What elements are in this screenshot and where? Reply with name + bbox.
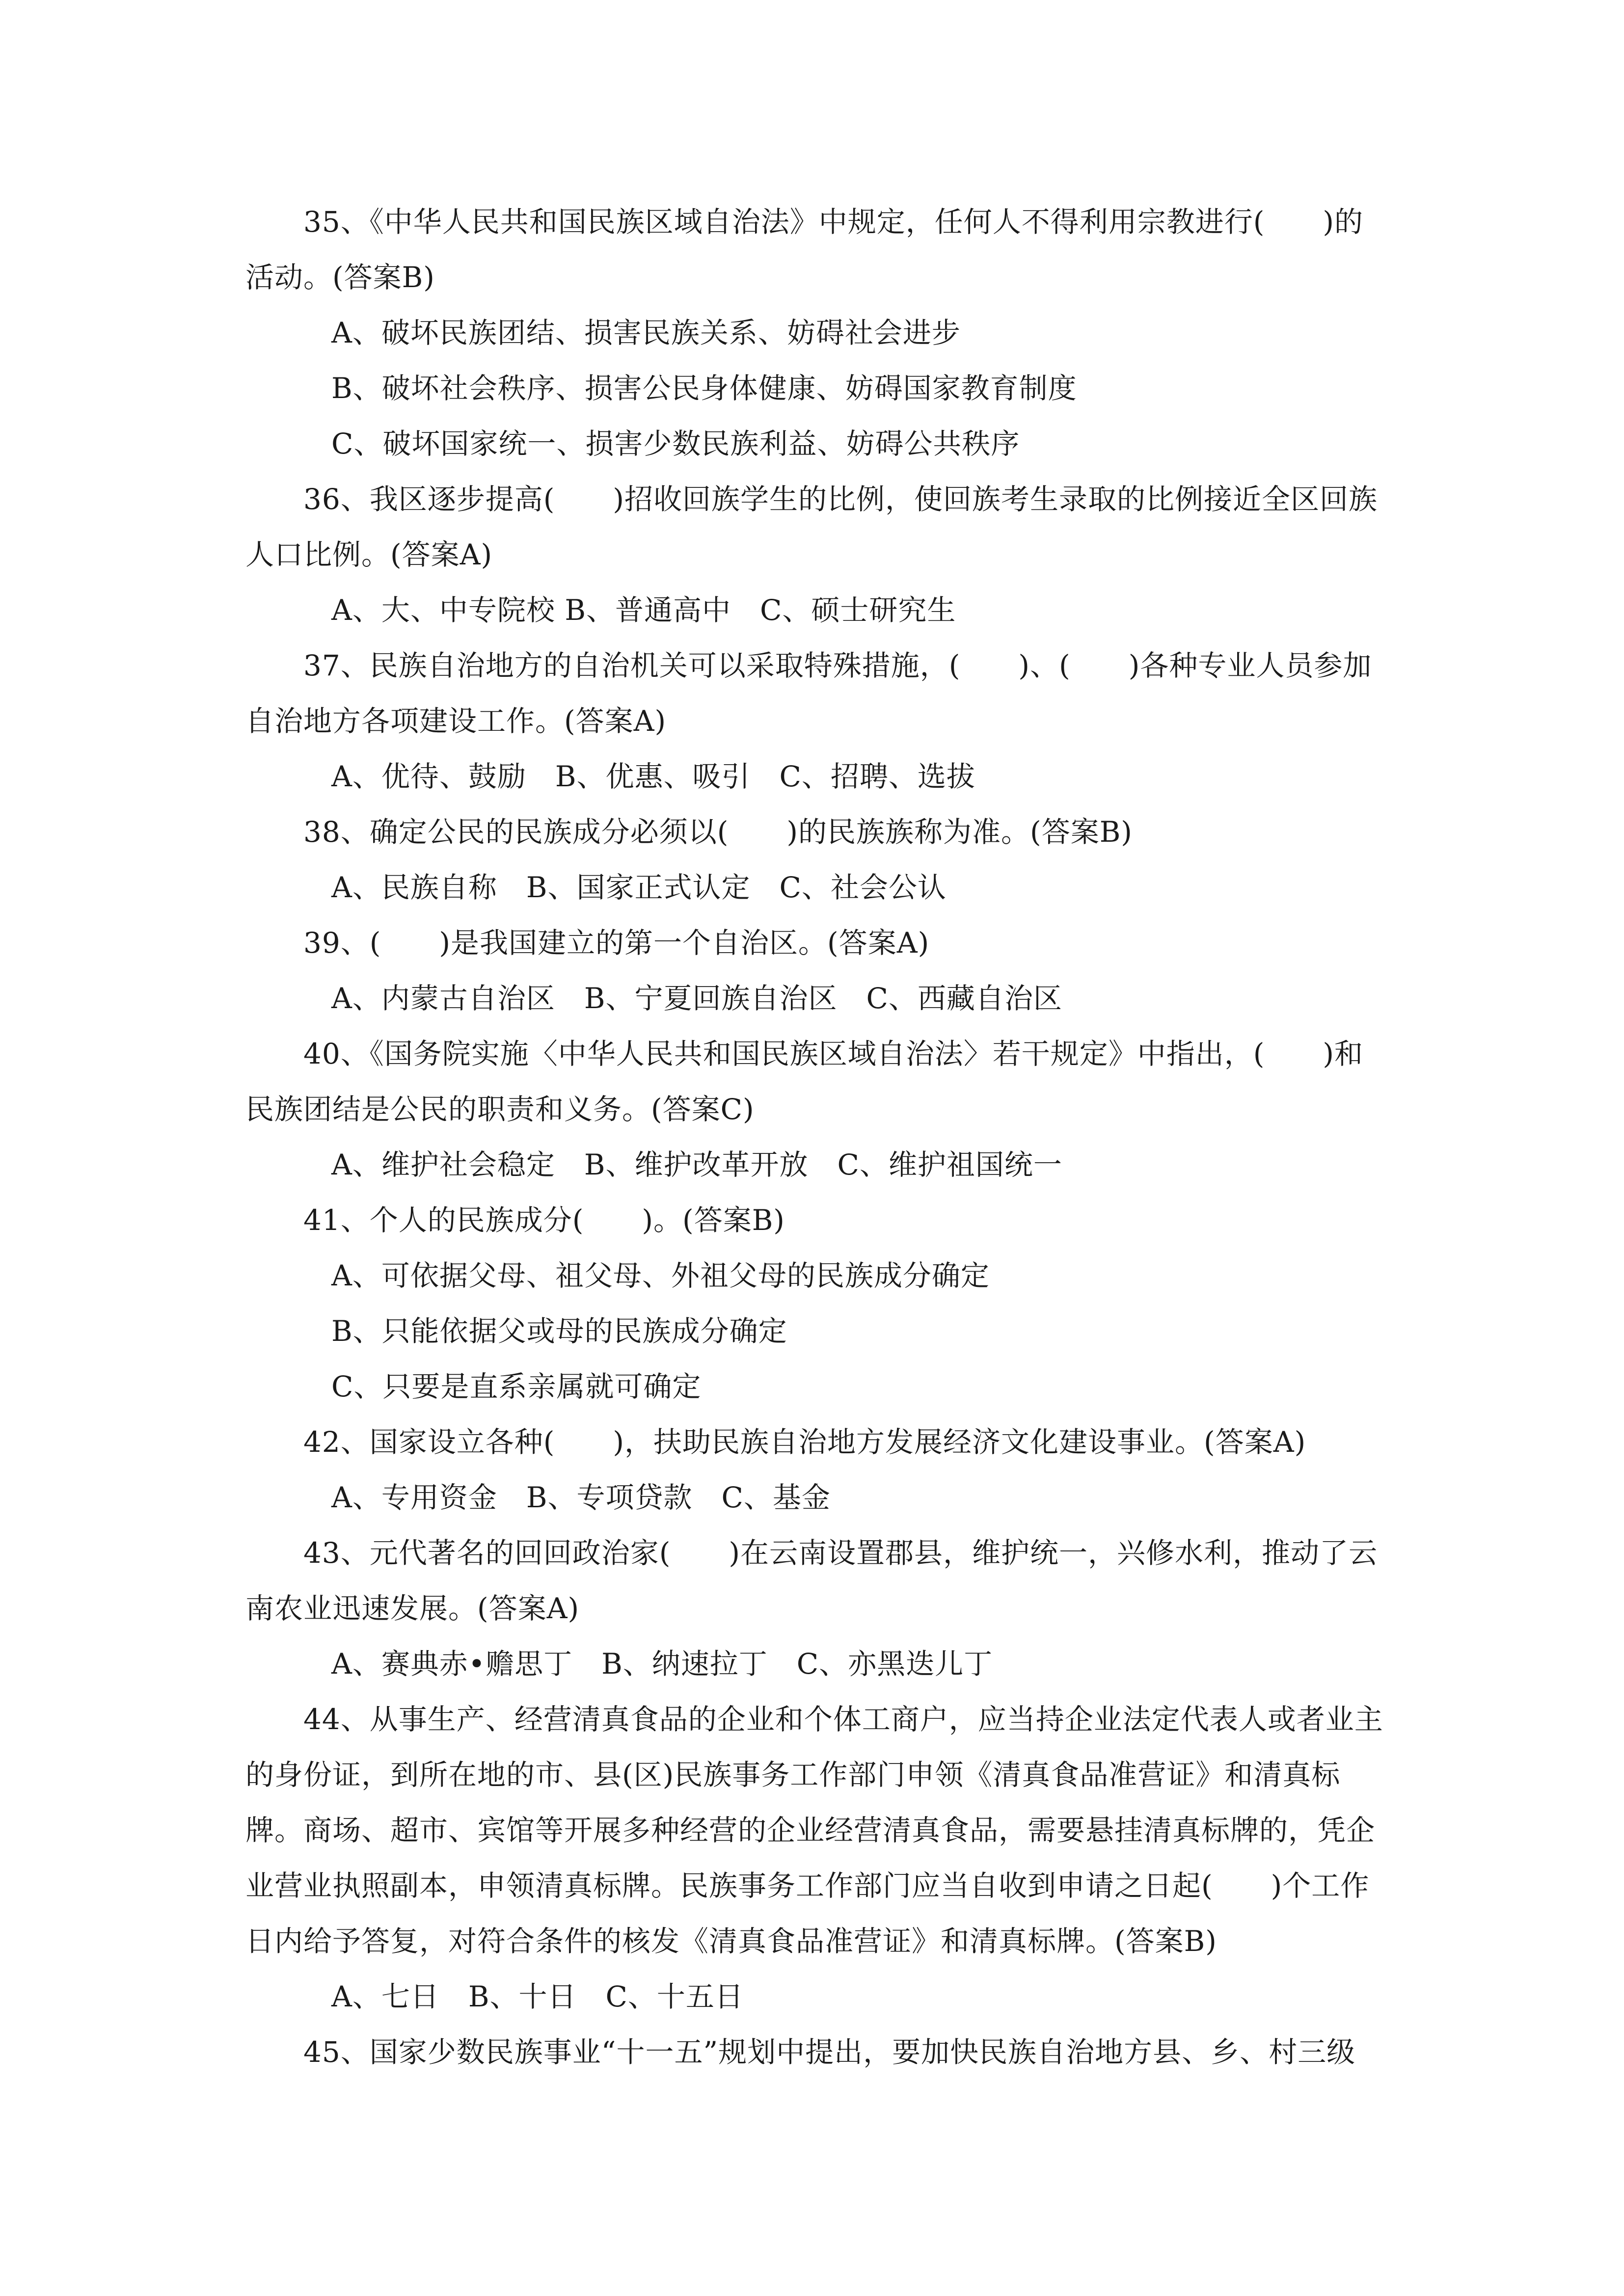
options-44: A、七日 B、十日 C、十五日	[331, 1980, 744, 2013]
option-41-c: C、只要是直系亲属就可确定	[331, 1370, 702, 1403]
options-40: A、维护社会稳定 B、维护改革开放 C、维护祖国统一	[331, 1148, 1062, 1181]
options-36: A、大、中专院校 B、普通高中 C、硕士研究生	[331, 593, 956, 627]
question-42: 42、国家设立各种( )，扶助民族自治地方发展经济文化建设事业。(答案A)	[303, 1425, 1306, 1459]
question-38: 38、确定公民的民族成分必须以( )的民族族称为准。(答案B)	[303, 815, 1133, 849]
question-44: 44、从事生产、经营清真食品的企业和个体工商户，应当持企业法定代表人或者业主的身份证，到所在地的市、县(区)民族事务工作部门申领《清真食品准营证》和清真标牌。商场、超市、宾馆等开展多种经营的企业经营清真食品，需要悬挂清真标牌的，凭企业营业执照副本，申领清真标牌。民族事务工作部门应当自收到申请之日起( )个工作日内给予答复，对符合条件的核发《清真食品准营证》和清真标牌。(答案B)	[245, 1703, 1383, 1958]
option-35-a: A、破坏民族团结、损害民族关系、妨碍社会进步	[331, 316, 961, 349]
question-45: 45、国家少数民族事业“十一五”规划中提出，要加快民族自治地方县、乡、村三级	[303, 2035, 1356, 2069]
options-38: A、民族自称 B、国家正式认定 C、社会公认	[331, 871, 947, 904]
option-35-b: B、破坏社会秩序、损害公民身体健康、妨碍国家教育制度	[331, 372, 1077, 405]
question-40: 40、《国务院实施〈中华人民共和国民族区域自治法〉若干规定》中指出，( )和民族团结是公民的职责和义务。(答案C)	[245, 1037, 1364, 1126]
options-37: A、优待、鼓励 B、优惠、吸引 C、招聘、选拔	[331, 760, 975, 793]
question-43: 43、元代著名的回回政治家( )在云南设置郡县，维护统一，兴修水利，推动了云南农业迅速发展。(答案A)	[245, 1536, 1378, 1625]
options-42: A、专用资金 B、专项贷款 C、基金	[331, 1481, 831, 1514]
options-43: A、赛典赤•赡思丁 B、纳速拉丁 C、亦黑迭儿丁	[331, 1647, 993, 1681]
question-36: 36、我区逐步提高( )招收回族学生的比例，使回族考生录取的比例接近全区回族人口比例。(答案A)	[245, 482, 1378, 571]
document-body	[245, 194, 1389, 2080]
question-37: 37、民族自治地方的自治机关可以采取特殊措施，( )、( )各种专业人员参加自治地方各项建设工作。(答案A)	[245, 649, 1372, 738]
option-41-a: A、可依据父母、祖父母、外祖父母的民族成分确定	[331, 1259, 990, 1292]
question-39: 39、( )是我国建立的第一个自治区。(答案A)	[303, 926, 930, 960]
option-41-b: B、只能依据父或母的民族成分确定	[331, 1314, 787, 1348]
question-35: 35、《中华人民共和国民族区域自治法》中规定，任何人不得利用宗教进行( )的活动。(答案B)	[245, 205, 1364, 294]
options-39: A、内蒙古自治区 B、宁夏回族自治区 C、西藏自治区	[331, 982, 1062, 1015]
question-41: 41、个人的民族成分( )。(答案B)	[303, 1203, 785, 1237]
option-35-c: C、破坏国家统一、损害少数民族利益、妨碍公共秩序	[331, 427, 1020, 460]
